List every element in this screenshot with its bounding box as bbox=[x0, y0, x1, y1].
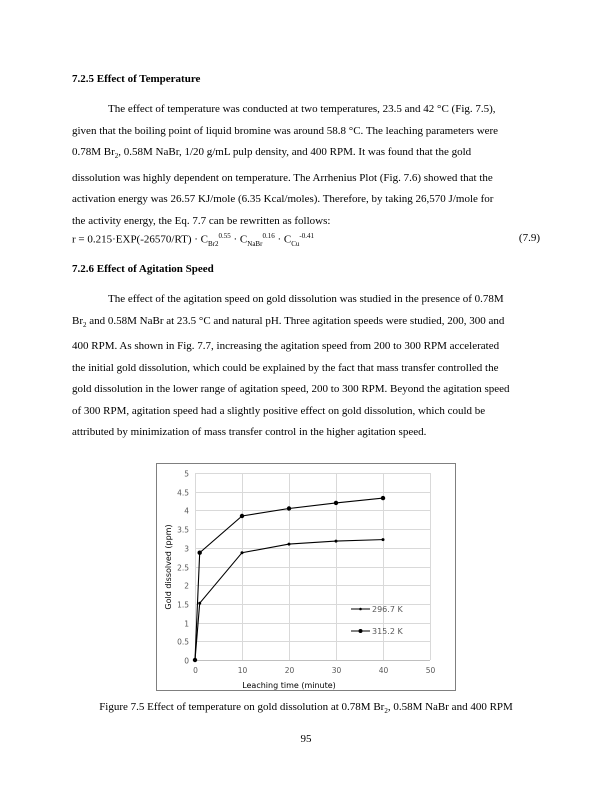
equation-text: r = 0.215·EXP(-26570/RT) · C bbox=[72, 233, 209, 246]
equation-text: · C bbox=[274, 233, 292, 246]
text-span: The effect of temperature was conducted at two temperatures, 23.5 and 42 °C (Fig. 7.5), bbox=[108, 103, 496, 115]
figure-caption bbox=[0, 701, 612, 715]
data-point bbox=[288, 543, 291, 546]
text-span: Figure 7.5 Effect of temperature on gold dissolution at 0.78M Br bbox=[99, 701, 385, 713]
text-span: , 0.58M NaBr and 400 RPM bbox=[387, 701, 513, 713]
x-tick-label: 20 bbox=[284, 666, 295, 675]
data-point bbox=[381, 496, 385, 500]
text-line: the initial gold dissolution, which could be explained by the fact that mass transfer controlled the bbox=[72, 361, 499, 374]
subscript: Br2 bbox=[208, 239, 219, 248]
data-point bbox=[193, 658, 197, 662]
y-tick-label: 2 bbox=[184, 581, 189, 591]
y-tick-label: 1 bbox=[184, 619, 189, 629]
text-line: 400 RPM. As shown in Fig. 7.7, increasing the agitation speed from 200 to 300 RPM accelerated bbox=[72, 340, 500, 353]
x-tick-label: 0 bbox=[193, 666, 198, 675]
data-point bbox=[198, 602, 201, 605]
y-tick-label: 4.5 bbox=[177, 488, 189, 498]
data-point bbox=[382, 538, 385, 541]
section-heading-temperature: 7.2.5 Effect of Temperature bbox=[72, 73, 201, 85]
section-heading-agitation: 7.2.6 Effect of Agitation Speed bbox=[72, 263, 214, 275]
text-line: the activity energy, the Eq. 7.7 can be rewritten as follows: bbox=[72, 214, 331, 227]
legend-marker-296 bbox=[359, 608, 362, 611]
y-tick-label: 0.5 bbox=[177, 637, 189, 647]
text-line: dissolution was highly dependent on temperature. The Arrhenius Plot (Fig. 7.6) showed that the bbox=[72, 171, 493, 184]
data-point bbox=[287, 506, 291, 510]
text-line: gold dissolution in the lower range of agitation speed, 200 to 300 RPM. Beyond the agitation speed bbox=[72, 383, 510, 396]
subscript: Cu bbox=[291, 239, 300, 248]
text-span: 0.78M Br bbox=[72, 146, 115, 158]
text-span: and 0.58M NaBr at 23.5 °C and natural pH. Three agitation speeds were studied, 200, 300 and bbox=[86, 314, 505, 327]
superscript: 0.16 bbox=[262, 232, 275, 240]
legend-marker-315 bbox=[359, 629, 363, 633]
x-tick-label: 50 bbox=[425, 666, 436, 675]
legend-label-315: 315.2 K bbox=[372, 627, 403, 636]
y-tick-label: 3.5 bbox=[177, 525, 189, 535]
text-line: attributed by minimization of mass transfer control in the higher agitation speed. bbox=[72, 426, 427, 439]
text-span: Br bbox=[72, 314, 83, 327]
text-line: activation energy was 26.57 KJ/mole (6.35 Kcal/moles). Therefore, by taking 26,570 J/mole for bbox=[72, 193, 494, 206]
legend-label-296: 296.7 K bbox=[372, 605, 403, 614]
x-axis-label: Leaching time (minute) bbox=[242, 681, 336, 690]
y-tick-label: 2.5 bbox=[177, 563, 189, 573]
text-line: given that the boiling point of liquid bromine was around 58.8 °C. The leaching parameters were bbox=[72, 124, 499, 137]
x-tick-label: 30 bbox=[331, 666, 342, 675]
superscript: 0.55 bbox=[218, 232, 231, 240]
page-number: 95 bbox=[300, 733, 312, 745]
chart-border bbox=[157, 464, 456, 691]
text-span: The effect of the agitation speed on gold dissolution was studied in the presence of 0.78M bbox=[108, 293, 504, 305]
y-tick-label: 4 bbox=[184, 506, 189, 516]
data-point bbox=[241, 551, 244, 554]
x-tick-label: 40 bbox=[378, 666, 389, 675]
y-tick-label: 1.5 bbox=[177, 600, 189, 610]
x-tick-label: 10 bbox=[237, 666, 248, 675]
text-span: , 0.58M NaBr, 1/20 g/mL pulp density, and 400 RPM. It was found that the gold bbox=[118, 146, 472, 158]
y-tick-label: 5 bbox=[184, 469, 189, 479]
y-tick-label: 3 bbox=[184, 544, 189, 554]
data-point bbox=[334, 501, 338, 505]
data-point bbox=[335, 540, 338, 543]
equation-text: · C bbox=[230, 233, 248, 246]
text-line: of 300 RPM, agitation speed had a slightly positive effect on gold dissolution, which could be bbox=[72, 404, 486, 417]
equation-number: (7.9) bbox=[518, 232, 540, 244]
data-point bbox=[198, 551, 202, 555]
y-axis-label: Gold dissolved (ppm) bbox=[164, 524, 173, 610]
data-point bbox=[240, 514, 244, 518]
subscript: 2 bbox=[114, 152, 119, 161]
subscript: 2 bbox=[384, 707, 388, 716]
y-tick-label: 0 bbox=[184, 656, 189, 666]
superscript: -0.41 bbox=[299, 232, 314, 240]
subscript: 2 bbox=[83, 320, 87, 329]
subscript: NaBr bbox=[247, 239, 263, 248]
